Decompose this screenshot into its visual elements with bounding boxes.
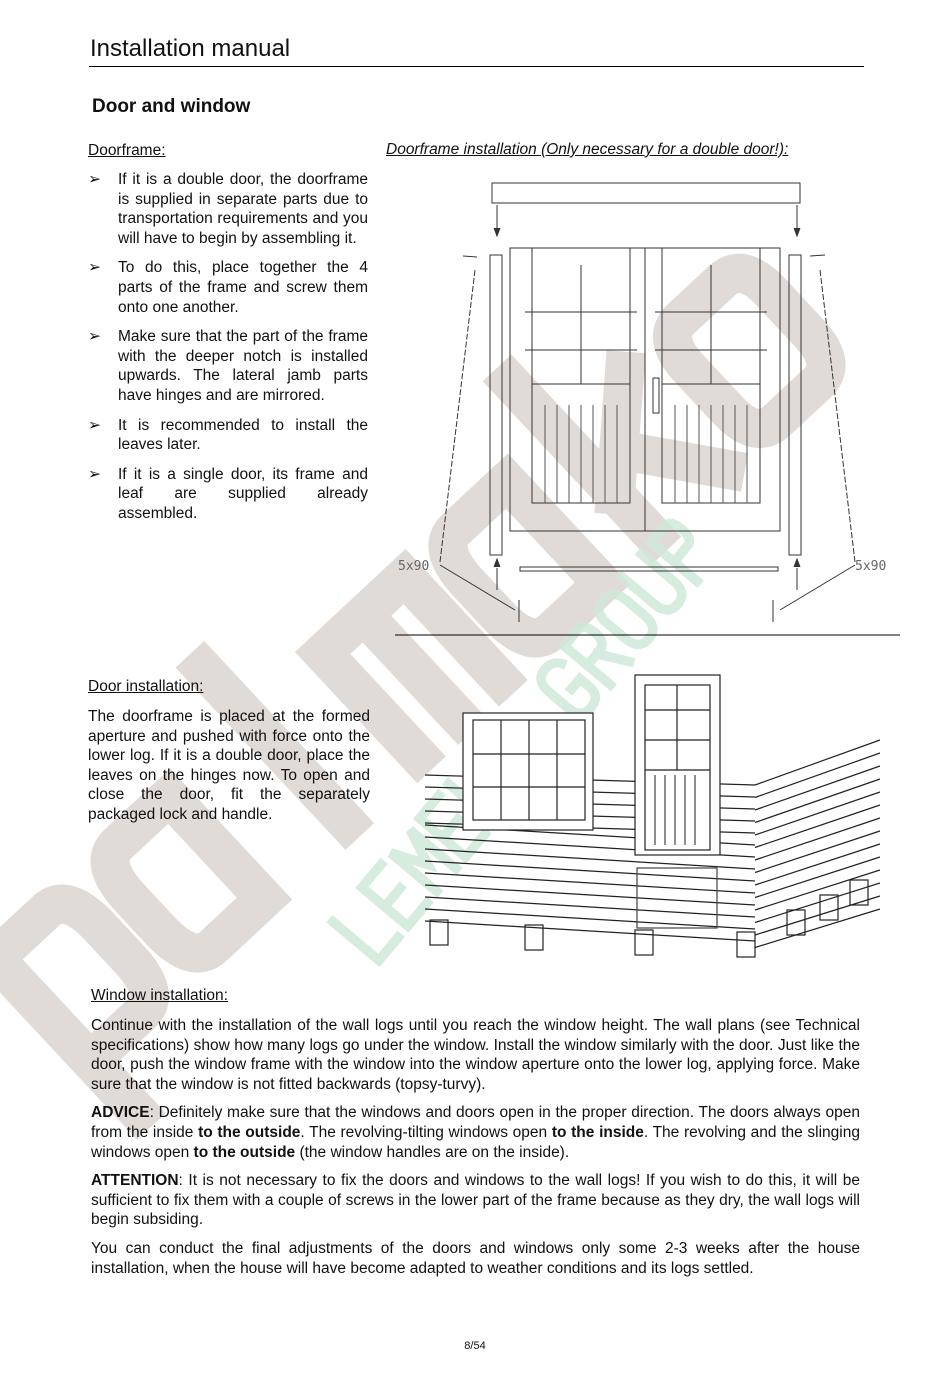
bullet-item: ➢ It is recommended to install the leaves later. [88, 416, 368, 454]
screw-size-right: 5x90 [855, 559, 887, 574]
doorframe-bullets [88, 170, 368, 534]
log-line [755, 766, 880, 810]
attention-paragraph: ATTENTION: It is not necessary to fix the doors and windows to the wall logs! If you wish to do this, it will be sufficient to fix them with a couple of screws in the lower part of the frame because as they dry, the wall logs will begin subsiding. [91, 1172, 860, 1229]
door-installation-text: The doorframe is placed at the formed aperture and pushed with force onto the lower log. If it is a double door, place the leaves on the hinges now. To open and close the door, fit the separately packaged lock and handle. [88, 708, 370, 823]
log-line [425, 873, 755, 893]
watermark-letter-shape [333, 899, 398, 961]
log-line [755, 844, 880, 885]
log-line [755, 870, 880, 910]
arrow-bullet-icon: ➢ [88, 465, 101, 483]
left-jamb [490, 255, 502, 555]
log-line [425, 861, 755, 881]
log-line [755, 818, 880, 860]
window-installation-body [91, 1016, 860, 1287]
log-line [755, 896, 880, 935]
log-line [755, 805, 880, 848]
window-frame [463, 713, 593, 830]
log-line [755, 779, 880, 823]
door-installation-heading: Door installation: [88, 678, 204, 695]
advice-paragraph: ADVICE: Definitely make sure that the windows and doors open in the proper direction. The doors always open from the inside to the outside. The revolving-tilting windows open to the inside. The revolving and the slinging windows open to the outside (the window handles are on the inside). [91, 1104, 860, 1161]
page-number: 8/54 [464, 1340, 486, 1352]
window-paragraph: Continue with the installation of the wall logs until you reach the window height. The wall plans (see Technical specifications) show how many logs go under the window. Install the window similarly with the door. Just like the door, push the window frame with the window into the window aperture onto the lower log, applying force. Make sure that the window is not fitted backwards (topsy-turvy). [91, 1017, 860, 1093]
section-title: Door and window [92, 96, 251, 117]
log-line [755, 831, 880, 873]
log-line [425, 921, 755, 941]
header-rule [89, 66, 864, 67]
bullet-item: ➢ If it is a single door, its frame and leaf are supplied already assembled. [88, 465, 368, 522]
log-line [755, 792, 880, 835]
door-handle [653, 378, 659, 413]
log-line [425, 897, 755, 917]
log-line [425, 909, 755, 929]
diagram-caption: Doorframe installation (Only necessary for a double door!): [386, 141, 789, 158]
top-frame-piece [492, 183, 800, 203]
running-header: Installation manual [90, 35, 291, 62]
log-line [755, 883, 880, 923]
bullet-item: ➢ To do this, place together the 4 parts of the frame and screw them onto one another. [88, 259, 368, 316]
log-line [425, 885, 755, 905]
window-installation-heading: Window installation: [91, 987, 228, 1004]
arrow-bullet-icon: ➢ [88, 328, 101, 346]
doorframe-diagram [395, 170, 905, 640]
log-house-illustration [415, 670, 895, 960]
log-line [755, 753, 880, 798]
bullet-item: ➢ If it is a double door, the doorframe is supplied in separate parts due to transportation requirements and you will have to begin by assembling it. [88, 171, 368, 247]
doorframe-heading: Doorframe: [88, 142, 166, 159]
arrow-bullet-icon: ➢ [88, 416, 101, 434]
bullet-item: ➢ Make sure that the part of the frame with the deeper notch is installed upwards. The lateral jamb parts have hinges and are mirrored. [88, 328, 368, 404]
right-jamb [789, 255, 801, 555]
arrow-bullet-icon: ➢ [88, 259, 101, 277]
log-line [755, 909, 880, 948]
final-adjustments-paragraph: You can conduct the final adjustments of the doors and windows only some 2-3 weeks after the house installation, when the house will have become adapted to weather conditions and its logs settled. [91, 1239, 860, 1277]
arrow-bullet-icon: ➢ [88, 171, 101, 188]
log-line [755, 740, 880, 785]
screw-size-left: 5x90 [398, 559, 430, 574]
log-line [755, 857, 880, 898]
bottom-frame-piece [520, 567, 778, 571]
